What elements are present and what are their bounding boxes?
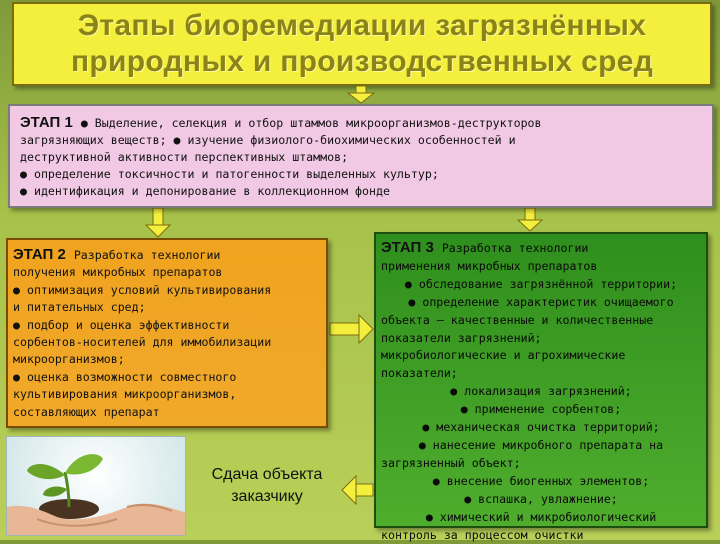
stage2-line: получения микробных препаратов [13, 264, 320, 281]
stage3-line: объекта – качественные и количественные [381, 312, 701, 330]
stage2-line: микроорганизмов; [13, 351, 320, 368]
stage3-line: ● локализация загрязнений; [381, 383, 701, 401]
stage3-line: показатели; [381, 365, 701, 383]
stage3-first-line [381, 239, 701, 258]
stage3-line: ● нанесение микробного препарата на [381, 437, 701, 455]
arrow-down-icon [348, 86, 374, 103]
stage2-line: культивирования микроорганизмов, [13, 386, 320, 403]
handover-label [192, 464, 342, 508]
stage3-line: ● вспашка, увлажнение; [381, 491, 701, 509]
stage2-line: ● оптимизация условий культивирования [13, 282, 320, 299]
stage3-line: ● определение характеристик очищаемого [381, 294, 701, 312]
stage1-line: загрязняющих веществ; ● изучение физиолого-биохимических особенностей и [20, 132, 704, 149]
hands-sprout-image [6, 436, 186, 536]
stage2-line: сорбентов-носителей для иммобилизации [13, 334, 320, 351]
stage3-line: микробиологические и агрохимические [381, 347, 701, 365]
stage3-line: показатели загрязнений; [381, 330, 701, 348]
stage3-line: ● применение сорбентов; [381, 401, 701, 419]
stage1-line: ● Выделение, селекция и отбор штаммов микроорганизмов-деструкторов [81, 116, 542, 130]
stage3-line: ● механическая очистка территорий; [381, 419, 701, 437]
page-title-line1: Этапы биоремедиации загрязнённых [78, 8, 646, 44]
stage2-box [6, 238, 328, 428]
stage1-line: ● определение токсичности и патогенности выделенных культур; [20, 166, 704, 183]
stage1-line: ● идентификация и депонирование в коллекционном фонде [20, 183, 704, 200]
stage3-line: загрязненный объект; [381, 455, 701, 473]
stage1-first-line [20, 114, 704, 132]
stage3-line: контроль за процессом очистки [381, 527, 701, 544]
handover-line1: Сдача объекта [192, 464, 342, 486]
stage3-line: ● обследование загрязнённой территории; [381, 276, 701, 294]
stage3-box [374, 232, 708, 528]
arrow-right-icon [330, 315, 373, 343]
stage1-line: деструктивной активности перспективных штаммов; [20, 149, 704, 166]
handover-line2: заказчику [192, 486, 342, 508]
stage2-line: ● подбор и оценка эффективности [13, 317, 320, 334]
stage2-line: ● оценка возможности совместного [13, 369, 320, 386]
stage3-line: применения микробных препаратов [381, 258, 701, 276]
arrow-left-icon [342, 476, 373, 504]
stage2-first-line [13, 246, 320, 264]
stage2-heading: ЭТАП 2 [13, 246, 66, 263]
stage1-box [8, 104, 714, 208]
arrow-down-icon [518, 208, 542, 231]
stage3-heading: ЭТАП 3 [381, 239, 434, 256]
stage3-line: ● внесение биогенных элементов; [381, 473, 701, 491]
stage3-line: ● химический и микробиологический [381, 509, 701, 527]
title-box [12, 2, 712, 86]
stage2-line: составляющих препарат [13, 404, 320, 421]
arrow-down-icon [146, 208, 170, 237]
hands-sprout-icon [7, 437, 186, 536]
page-title-line2: природных и производственных сред [71, 44, 653, 80]
stage1-heading: ЭТАП 1 [20, 114, 73, 131]
stage3-line: Разработка технологии [442, 241, 589, 255]
stage2-line: и питательных сред; [13, 299, 320, 316]
stage2-line: Разработка технологии [74, 248, 221, 262]
